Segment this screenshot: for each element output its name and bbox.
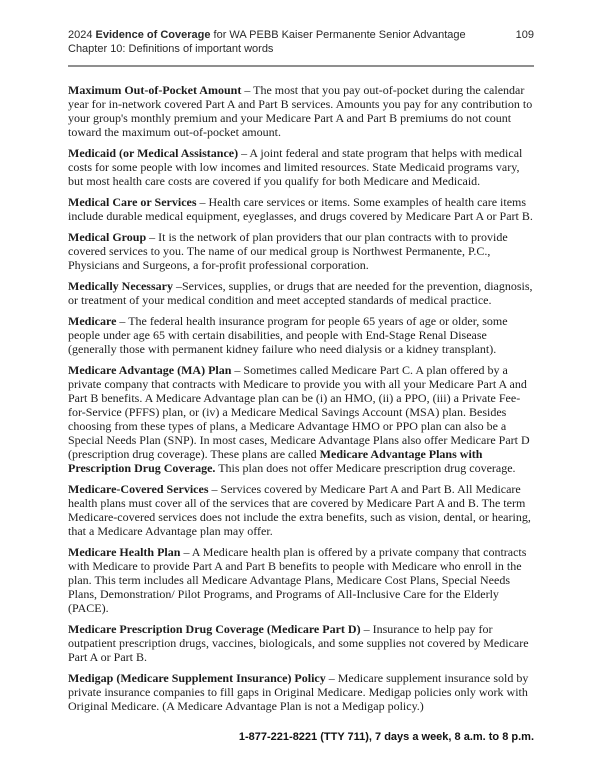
header-title-bold: Evidence of Coverage (95, 29, 211, 41)
definition-text: – Medicare supplement insurance sold by private insurance companies to fill gaps in Original Medicare. Medigap policies only work with Original Medicare. (A Medicare Advantage Plan is not a Medigap policy.) (68, 671, 529, 713)
definition-paragraph (68, 279, 534, 307)
definition-term: Medicare (68, 314, 117, 328)
definition-term: Medicare-Covered Services (68, 482, 209, 496)
footer-phone-text: 1-877-221-8221 (TTY 711), 7 days a week, 8 a.m. to 8 p.m. (238, 731, 534, 743)
header-row (68, 29, 534, 43)
header-title (68, 29, 466, 43)
definition-paragraph (68, 195, 534, 223)
page-header (68, 29, 534, 67)
definition-text: – Services covered by Medicare Part A and Part B. All Medicare health plans must cover all of the services that are covered by Medicare Part A and B. The term Medicare-covered services does not include the extra benefits, such as vision, dental, or hearing, that a Medicare Advantage plan may offer. (68, 482, 531, 538)
definition-paragraph (68, 671, 534, 713)
definition-term: Medicare Advantage (MA) Plan (68, 363, 232, 377)
definition-term: Medical Care or Services (68, 195, 197, 209)
header-rule (68, 65, 534, 67)
definition-term: Medigap (Medicare Supplement Insurance) Policy (68, 671, 326, 685)
definition-term: Medically Necessary (68, 279, 173, 293)
definition-text: – Sometimes called Medicare Part C. A plan offered by a private company that contracts with Medicare to provide you with all your Medicare Part A and Part B benefits. A Medicare Advantage plan can be (i) an HMO, (ii) a PPO, (iii) a Private Fee-for-Service (PFFS) plan, or (iv) a Medicare Medical Savings Account (MSA) plan. Besides choosing from these types of plans, a Medicare Advantage HMO or PPO plan can also be a Special Needs Plan (SNP). In most cases, Medicare Advantage Plans also offer Medicare Part D (prescription drug coverage). These plans are called (68, 363, 530, 461)
definition-paragraph (68, 545, 534, 615)
definition-text: – The federal health insurance program for people 65 years of age or older, some people under age 65 with certain disabilities, and people with End-Stage Renal Disease (generally those with permanent kidney failure who need dialysis or a kidney transplant). (68, 314, 508, 356)
definition-term: Medicare Health Plan (68, 545, 181, 559)
definition-paragraph (68, 230, 534, 272)
definition-text: –Services, supplies, or drugs that are needed for the prevention, diagnosis, or treatment of your medical condition and meet accepted standards of medical practice. (68, 279, 533, 307)
header-title-prefix: 2024 (68, 29, 96, 41)
page-footer (68, 731, 534, 743)
definition-text: – Health care services or items. Some examples of health care items include durable medical equipment, eyeglasses, and drugs covered by Medicare Part A or Part B. (68, 195, 533, 223)
definitions-list (68, 83, 534, 713)
definition-paragraph (68, 83, 534, 139)
definition-text: – A Medicare health plan is offered by a private company that contracts with Medicare to provide Part A and Part B benefits to people with Medicare who enroll in the plan. This term includes all Medicare Advantage Plans, Medicare Cost Plans, Special Needs Plans, Demonstration/ Pilot Programs, and Programs of All-Inclusive Care for the Elderly (PACE). (68, 545, 527, 615)
header-chapter-line: Chapter 10: Definitions of important words (68, 42, 274, 55)
definition-term: Medical Group (68, 230, 147, 244)
definition-paragraph (68, 482, 534, 538)
definition-paragraph (68, 622, 534, 664)
page-number: 109 (515, 29, 534, 41)
definition-term: Medicare Prescription Drug Coverage (Medicare Part D) (68, 622, 361, 636)
definition-term: Medicaid (or Medical Assistance) (68, 146, 239, 160)
definition-term: Maximum Out-of-Pocket Amount (68, 83, 242, 97)
definition-paragraph (68, 314, 534, 356)
header-title-suffix: for WA PEBB Kaiser Permanente Senior Advantage (210, 29, 466, 41)
definition-text: – The most that you pay out-of-pocket during the calendar year for in-network covered Part A and Part B services. Amounts you pay for any contribution to your group's monthly premium and your Medicare Part A and Part B premiums do not count toward the maximum out-of-pocket amount. (68, 83, 533, 139)
definition-text: – A joint federal and state program that helps with medical costs for some people with low incomes and limited resources. State Medicaid programs vary, but most health care costs are covered if you qualify for both Medicare and Medicaid. (68, 146, 523, 188)
definition-term: Medicare Advantage Plans with Prescription Drug Coverage. (68, 447, 483, 475)
definition-paragraph (68, 146, 534, 188)
definition-text: – It is the network of plan providers that our plan contracts with to provide covered services to you. The name of our medical group is Northwest Permanente, P.C., Physicians and Surgeons, a for-profit professional corporation. (68, 230, 508, 272)
definition-paragraph (68, 363, 534, 475)
definition-text: – Insurance to help pay for outpatient prescription drugs, vaccines, biologicals, and some supplies not covered by Medicare Part A or Part B. (68, 622, 529, 664)
definition-text: This plan does not offer Medicare prescription drug coverage. (215, 461, 516, 475)
